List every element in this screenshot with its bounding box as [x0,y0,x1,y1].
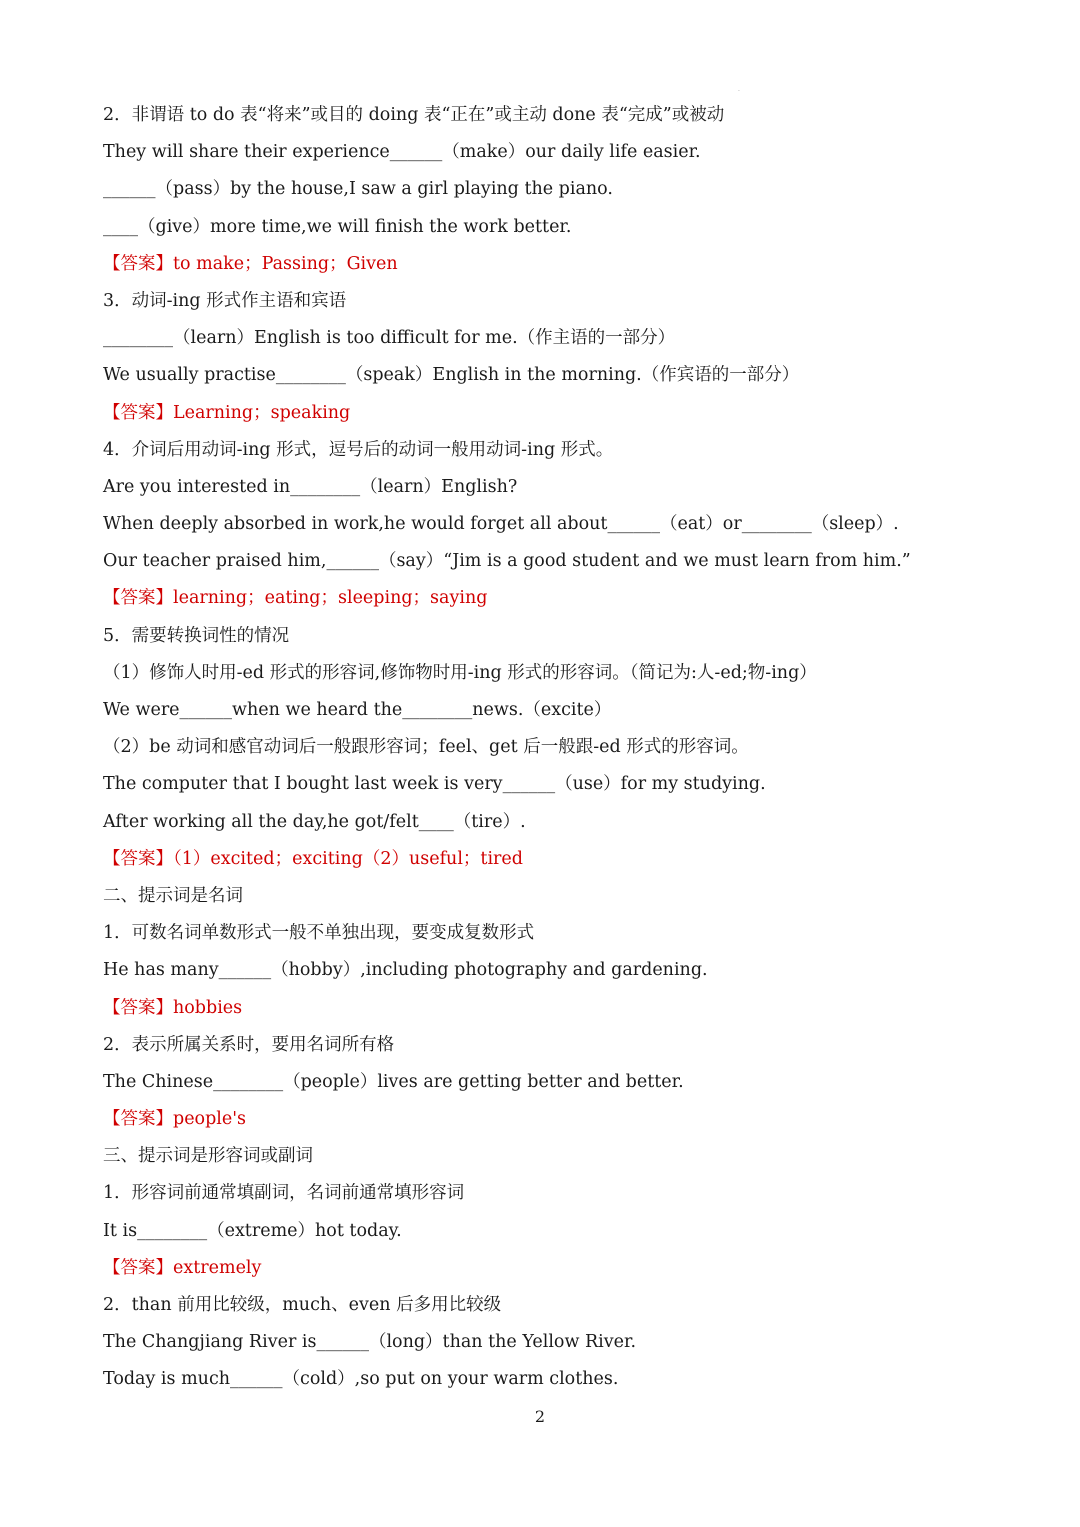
exercise-line: The Chinese________（people）lives are getting better and better. [103,1071,684,1092]
exercise-line: We were______when we heard the________news.（excite） [103,700,612,720]
exercise-line: He has many______（hobby）,including photography and gardening. [103,960,708,981]
section-heading: 5．需要转换词性的情况 [103,625,290,646]
exercise-line: Today is much______（cold）,so put on your warm clothes. [103,1369,619,1390]
exercise-line: ________（learn）English is too difficult for me.（作主语的一部分） [103,328,676,349]
rule-line: （2）be 动词和感官动词后一般跟形容词；feel、get 后一般跟-ed 形式的形容词。 [103,737,749,758]
page-number: 2 [534,1407,546,1426]
answer-line: 【答案】to make；Passing；Given [103,253,398,274]
exercise-line: Our teacher praised him,______（say）“Jim is a good student and we must learn from him.” [103,551,911,572]
section-heading: 1．形容词前通常填副词，名词前通常填形容词 [103,1183,465,1204]
exercise-line: Are you interested in________（learn）English? [103,476,518,497]
exercise-line: The Changjiang River is______（long）than the Yellow River. [103,1332,637,1353]
page-content [103,97,983,1399]
exercise-line: We usually practise________（speak）English in the morning.（作宾语的一部分） [103,365,800,386]
answer-line: 【答案】learning；eating；sleeping；saying [103,588,488,609]
answer-line: 【答案】Learning；speaking [103,402,351,423]
section-heading: 2．than 前用比较级，much、even 后多用比较级 [103,1295,502,1315]
answer-line: 【答案】（1）excited；exciting（2）useful；tired [103,848,523,869]
exercise-line: The computer that I bought last week is very______（use）for my studying. [103,774,766,795]
exercise-line: It is________（extreme）hot today. [103,1220,402,1241]
section-heading: 1．可数名词单数形式一般不单独出现，要变成复数形式 [103,923,535,944]
section-heading: 3．动词-ing 形式作主语和宾语 [103,290,347,311]
section-heading: 2．非谓语 to do 表“将来”或目的 doing 表“正在”或主动 done 表“完成”或被动 [103,105,725,125]
section-heading: 2．表示所属关系时，要用名词所有格 [103,1034,395,1055]
answer-line: 【答案】hobbies [103,997,243,1018]
exercise-line: They will share their experience______（make）our daily life easier. [103,142,701,163]
exercise-line: When deeply absorbed in work,he would forget all about______（eat）or________（sleep）. [103,514,899,535]
exercise-line: After working all the day,he got/felt____（tire）. [103,811,526,832]
exercise-line: ____（give）more time,we will finish the work better. [103,216,572,237]
corner-mark: · [738,88,740,95]
section-heading: 三、提示词是形容词或副词 [103,1146,313,1167]
section-heading: 4．介词后用动词-ing 形式，逗号后的动词一般用动词-ing 形式。 [103,439,614,460]
answer-line: 【答案】people's [103,1109,247,1130]
rule-line: （1）修饰人时用-ed 形式的形容词,修饰物时用-ing 形式的形容词。（简记为:人-ed;物-ing） [103,662,817,683]
exercise-line: ______（pass）by the house,I saw a girl playing the piano. [103,179,613,200]
answer-line: 【答案】extremely [103,1257,262,1278]
section-heading: 二、提示词是名词 [103,885,243,906]
